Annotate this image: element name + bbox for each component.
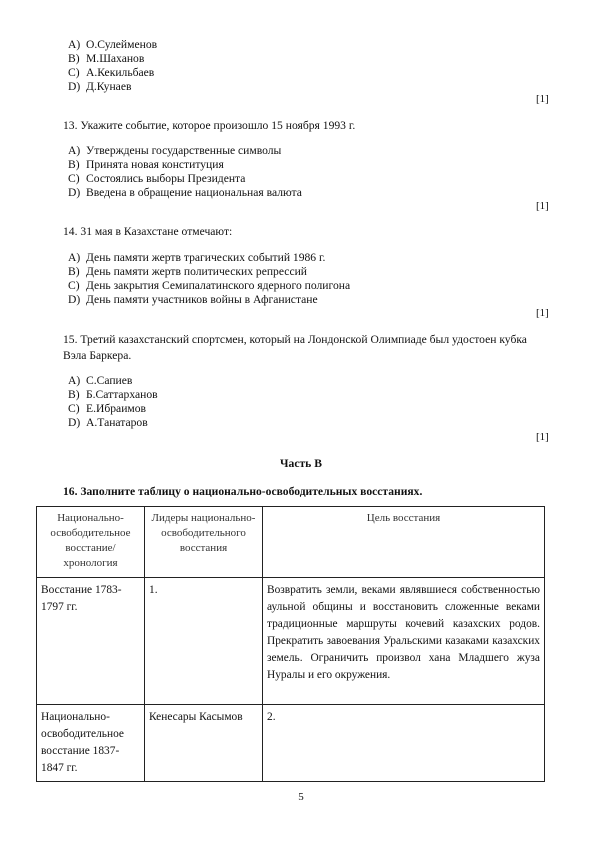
table-row bbox=[37, 705, 545, 782]
q12-option-c: C) А.Кекильбаев bbox=[68, 66, 155, 79]
q12-option-b: B) М.Шаханов bbox=[68, 52, 145, 65]
table-header-leaders: Лидеры национально-освободительного восстания bbox=[145, 507, 263, 578]
uprisings-table bbox=[36, 506, 545, 782]
q14-score: [1] bbox=[536, 307, 549, 319]
q15-option-a: A) С.Сапиев bbox=[68, 374, 133, 387]
table-cell-leaders: Кенесары Касымов bbox=[145, 705, 263, 782]
q14-option-a: A) День памяти жертв трагических событий 1986 г. bbox=[68, 251, 326, 264]
q13-score: [1] bbox=[536, 200, 549, 212]
q14-option-b: B) День памяти жертв политических репрессий bbox=[68, 265, 307, 278]
q15-option-b: B) Б.Саттарханов bbox=[68, 388, 158, 401]
q15-text: 15. Третий казахстанский спортсмен, который на Лондонской Олимпиаде был удостоен кубка Вэла Баркера. bbox=[63, 333, 527, 362]
q12-option-a: A) О.Сулейменов bbox=[68, 38, 158, 51]
table-cell-uprising: Восстание 1783-1797 гг. bbox=[37, 578, 145, 705]
q12-option-d: D) Д.Кунаев bbox=[68, 80, 132, 93]
q13-option-b: B) Принята новая конституция bbox=[68, 158, 224, 171]
table-header-uprising: Национально-освободительное восстание/ хронология bbox=[37, 507, 145, 578]
table-cell-leaders: 1. bbox=[145, 578, 263, 705]
q14-text: 14. 31 мая в Казахстане отмечают: bbox=[63, 225, 233, 238]
page-number: 5 bbox=[298, 791, 304, 803]
q15-score: [1] bbox=[536, 431, 549, 443]
q13-option-d: D) Введена в обращение национальная валюта bbox=[68, 186, 302, 199]
table-cell-uprising: Национально-освободительное восстание 1837-1847 гг. bbox=[37, 705, 145, 782]
q14-option-c: C) День закрытия Семипалатинского ядерного полигона bbox=[68, 279, 351, 292]
q13-option-c: C) Состоялись выборы Президента bbox=[68, 172, 246, 185]
q12-score: [1] bbox=[536, 93, 549, 105]
table-header-goal: Цель восстания bbox=[263, 507, 545, 578]
q15-option-d: D) А.Танатаров bbox=[68, 416, 148, 429]
q14-option-d: D) День памяти участников войны в Афганистане bbox=[68, 293, 318, 306]
q16-text: 16. Заполните таблицу о национально-освободительных восстаниях. bbox=[63, 485, 423, 498]
q13-option-a: A) Утверждены государственные символы bbox=[68, 144, 282, 157]
table-cell-goal: Возвратить земли, веками являвшиеся собственностью аульной общины и восстановить сложенные веками традиционные маршруты кочевий казахских родов. Прекратить завоевания Уральскими казаками казахских земель. Ограничить произвол хана Младшего жуза Нуралы и его окружения. bbox=[263, 578, 545, 705]
part-b-title: Часть В bbox=[280, 457, 322, 470]
table-cell-goal: 2. bbox=[263, 705, 545, 782]
table-header-row bbox=[37, 507, 545, 578]
q15-option-c: C) Е.Ибраимов bbox=[68, 402, 147, 415]
table-row bbox=[37, 578, 545, 705]
q13-text: 13. Укажите событие, которое произошло 15 ноября 1993 г. bbox=[63, 119, 356, 132]
